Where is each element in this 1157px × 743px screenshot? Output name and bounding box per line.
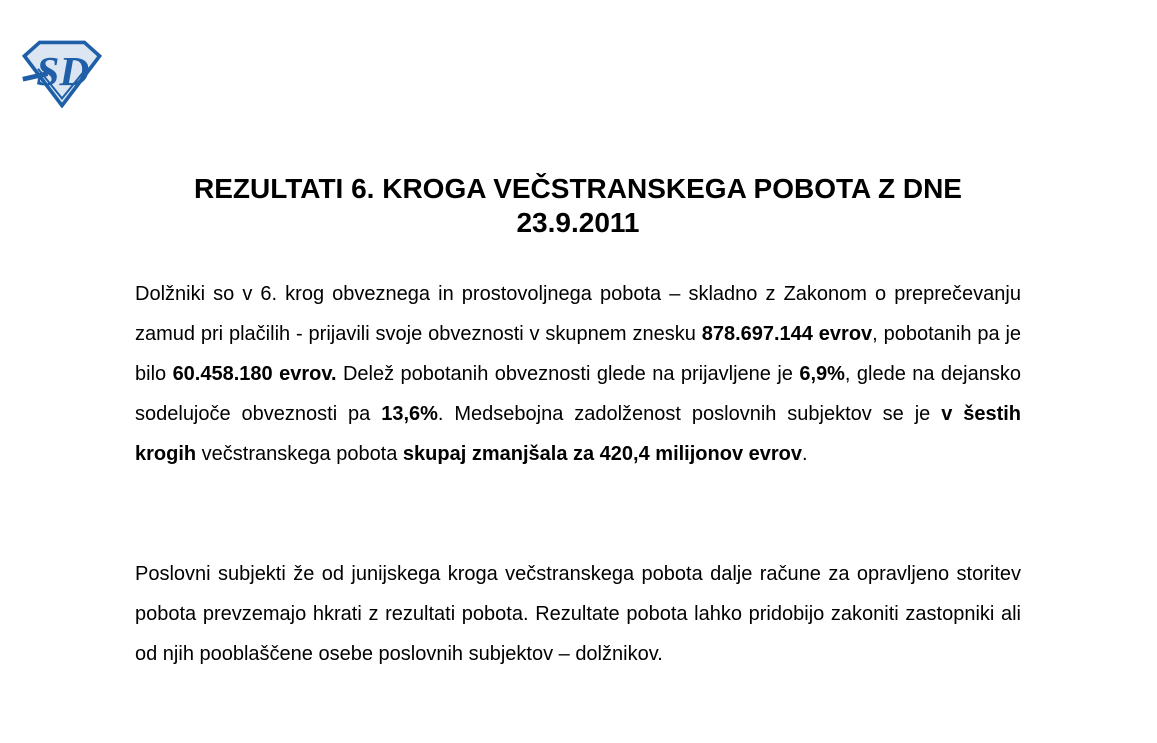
sd-logo-graphic	[22, 40, 102, 108]
sd-logo	[22, 40, 102, 108]
paragraph-invoice-info: Poslovni subjekti že od junijskega kroga večstranskega pobota dalje račune za opravljeno storitev pobota prevzemajo hkrati z rezultati pobota. Rezultate pobota lahko pridobijo zakoniti zastopniki ali od njih pooblaščene osebe poslovnih subjektov – dolžnikov.	[135, 563, 1021, 665]
paragraph-pobot-results: Dolžniki so v 6. krog obveznega in prostovoljnega pobota – skladno z Zakonom o preprečevanju zamud pri plačilih - prijavili svoje obveznosti v skupnem znesku 878.697.144 evrov, pobotanih pa je bilo 60.458.180 evrov. Delež pobotanih obveznosti glede na prijavljene je 6,9%, glede na dejansko sodelujoče obveznosti pa 13,6%. Medsebojna zadolženost poslovnih subjektov se je v šestih krogih večstranskega pobota skupaj zmanjšala za 420,4 milijonov evrov.	[135, 283, 1022, 465]
title-line-2: 23.9.2011	[516, 207, 640, 238]
document-title	[135, 172, 1021, 240]
logo-letters: SD	[36, 47, 90, 94]
title-line-1: REZULTATI 6. KROGA VEČSTRANSKEGA POBOTA Z DNE	[194, 173, 962, 204]
